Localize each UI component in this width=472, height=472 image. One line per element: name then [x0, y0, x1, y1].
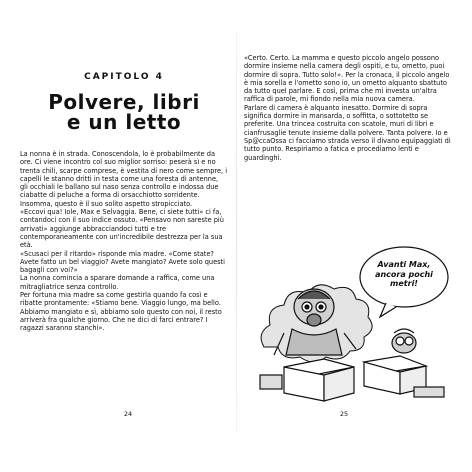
paragraph: «Eccovi qua! Iole, Max e Selvaggia. Bene, ci siete tutti» ci fa, contandoci con il suo indice ossuto. «Pensavo non sareste più arrivati» aggiunge abbracciandoci tutti e tre contemporaneamente con un'incredibile destrezza per la sua età. [20, 208, 224, 250]
chapter-title-line-1: Polvere, libri [48, 90, 200, 114]
paragraph: La nonna comincia a sparare domande a raffica, come una mitragliatrice senza controllo. [20, 274, 215, 291]
paragraph: «Certo. Certo. La mamma e questo piccolo angelo possono dormire insieme nella camera degli ospiti, e tu, ometto, puoi dormire di sopra. Tutto solo!». Per la cronaca, il piccolo angelo è mia sorella e l'ometto sono io, un ometto alquanto sbattuto da tutto quel parlare. E così, prima che mi investa un'altra raffica di parole, mi fiondo nella mia nuova camera. [244, 54, 450, 104]
paragraph: «Scusaci per il ritardo» risponde mia madre. «Come state? Avete fatto un bel viaggio? Avete mangiato? Avete solo questi bagagli con voi?» [20, 249, 225, 275]
right-body-text [244, 54, 452, 162]
left-page [20, 32, 236, 432]
book-spread [20, 32, 452, 432]
chapter-title-line-2: e un letto [66, 110, 182, 134]
page-number-right: 25 [339, 410, 349, 418]
left-body-text [20, 150, 228, 333]
speech-bubble-text: Avanti Max, ancora pochi metri! [375, 260, 433, 288]
page-gutter [236, 32, 237, 432]
paragraph: Parlare di camera è alquanto inesatto. Dormire di sopra significa dormire in mansarda, o soffitta, o sottotetto se preferite. Una trincea costruita con scatole, muri di libri e cianfrusaglie tenute insieme dalla polvere. Tanta polvere. Io e Sp@ccaOssa ci facciamo strada verso il divano equipaggiati di tutto punto. Respiriamo a fatica e procediamo lenti e guardinghi. [244, 103, 451, 162]
paragraph: La nonna è in strada. Conoscendola, lo è probabilmente da ore. Ci viene incontro col suo miglior sorriso: peserà sì e no trenta chili, scarpe comprese, è vestita di nero come sempre, i capelli le stanno dritti in testa come una foresta di antenne, gli occhiali le ballano sul naso senza controllo e indossa due ciabatte di peluche a forma di orsacchiotto sorridente. Insomma, questo è il suo solito aspetto stropicciato. [20, 150, 228, 208]
chapter-label: CAPITOLO 4 [84, 72, 164, 82]
page-number-left: 24 [123, 410, 133, 418]
chapter-title [20, 92, 228, 132]
paragraph: Per fortuna mia madre sa come gestirla quando fa così e ribatte prontamente: «Stiamo bene. Viaggio lungo, ma bello. Abbiamo mangiato e sì, abbiamo solo questo con noi, il resto arriverà fra qualche giorno. Che ne dici di farci entrare? I ragazzi saranno stanchi». [20, 291, 222, 333]
right-page [236, 32, 452, 432]
